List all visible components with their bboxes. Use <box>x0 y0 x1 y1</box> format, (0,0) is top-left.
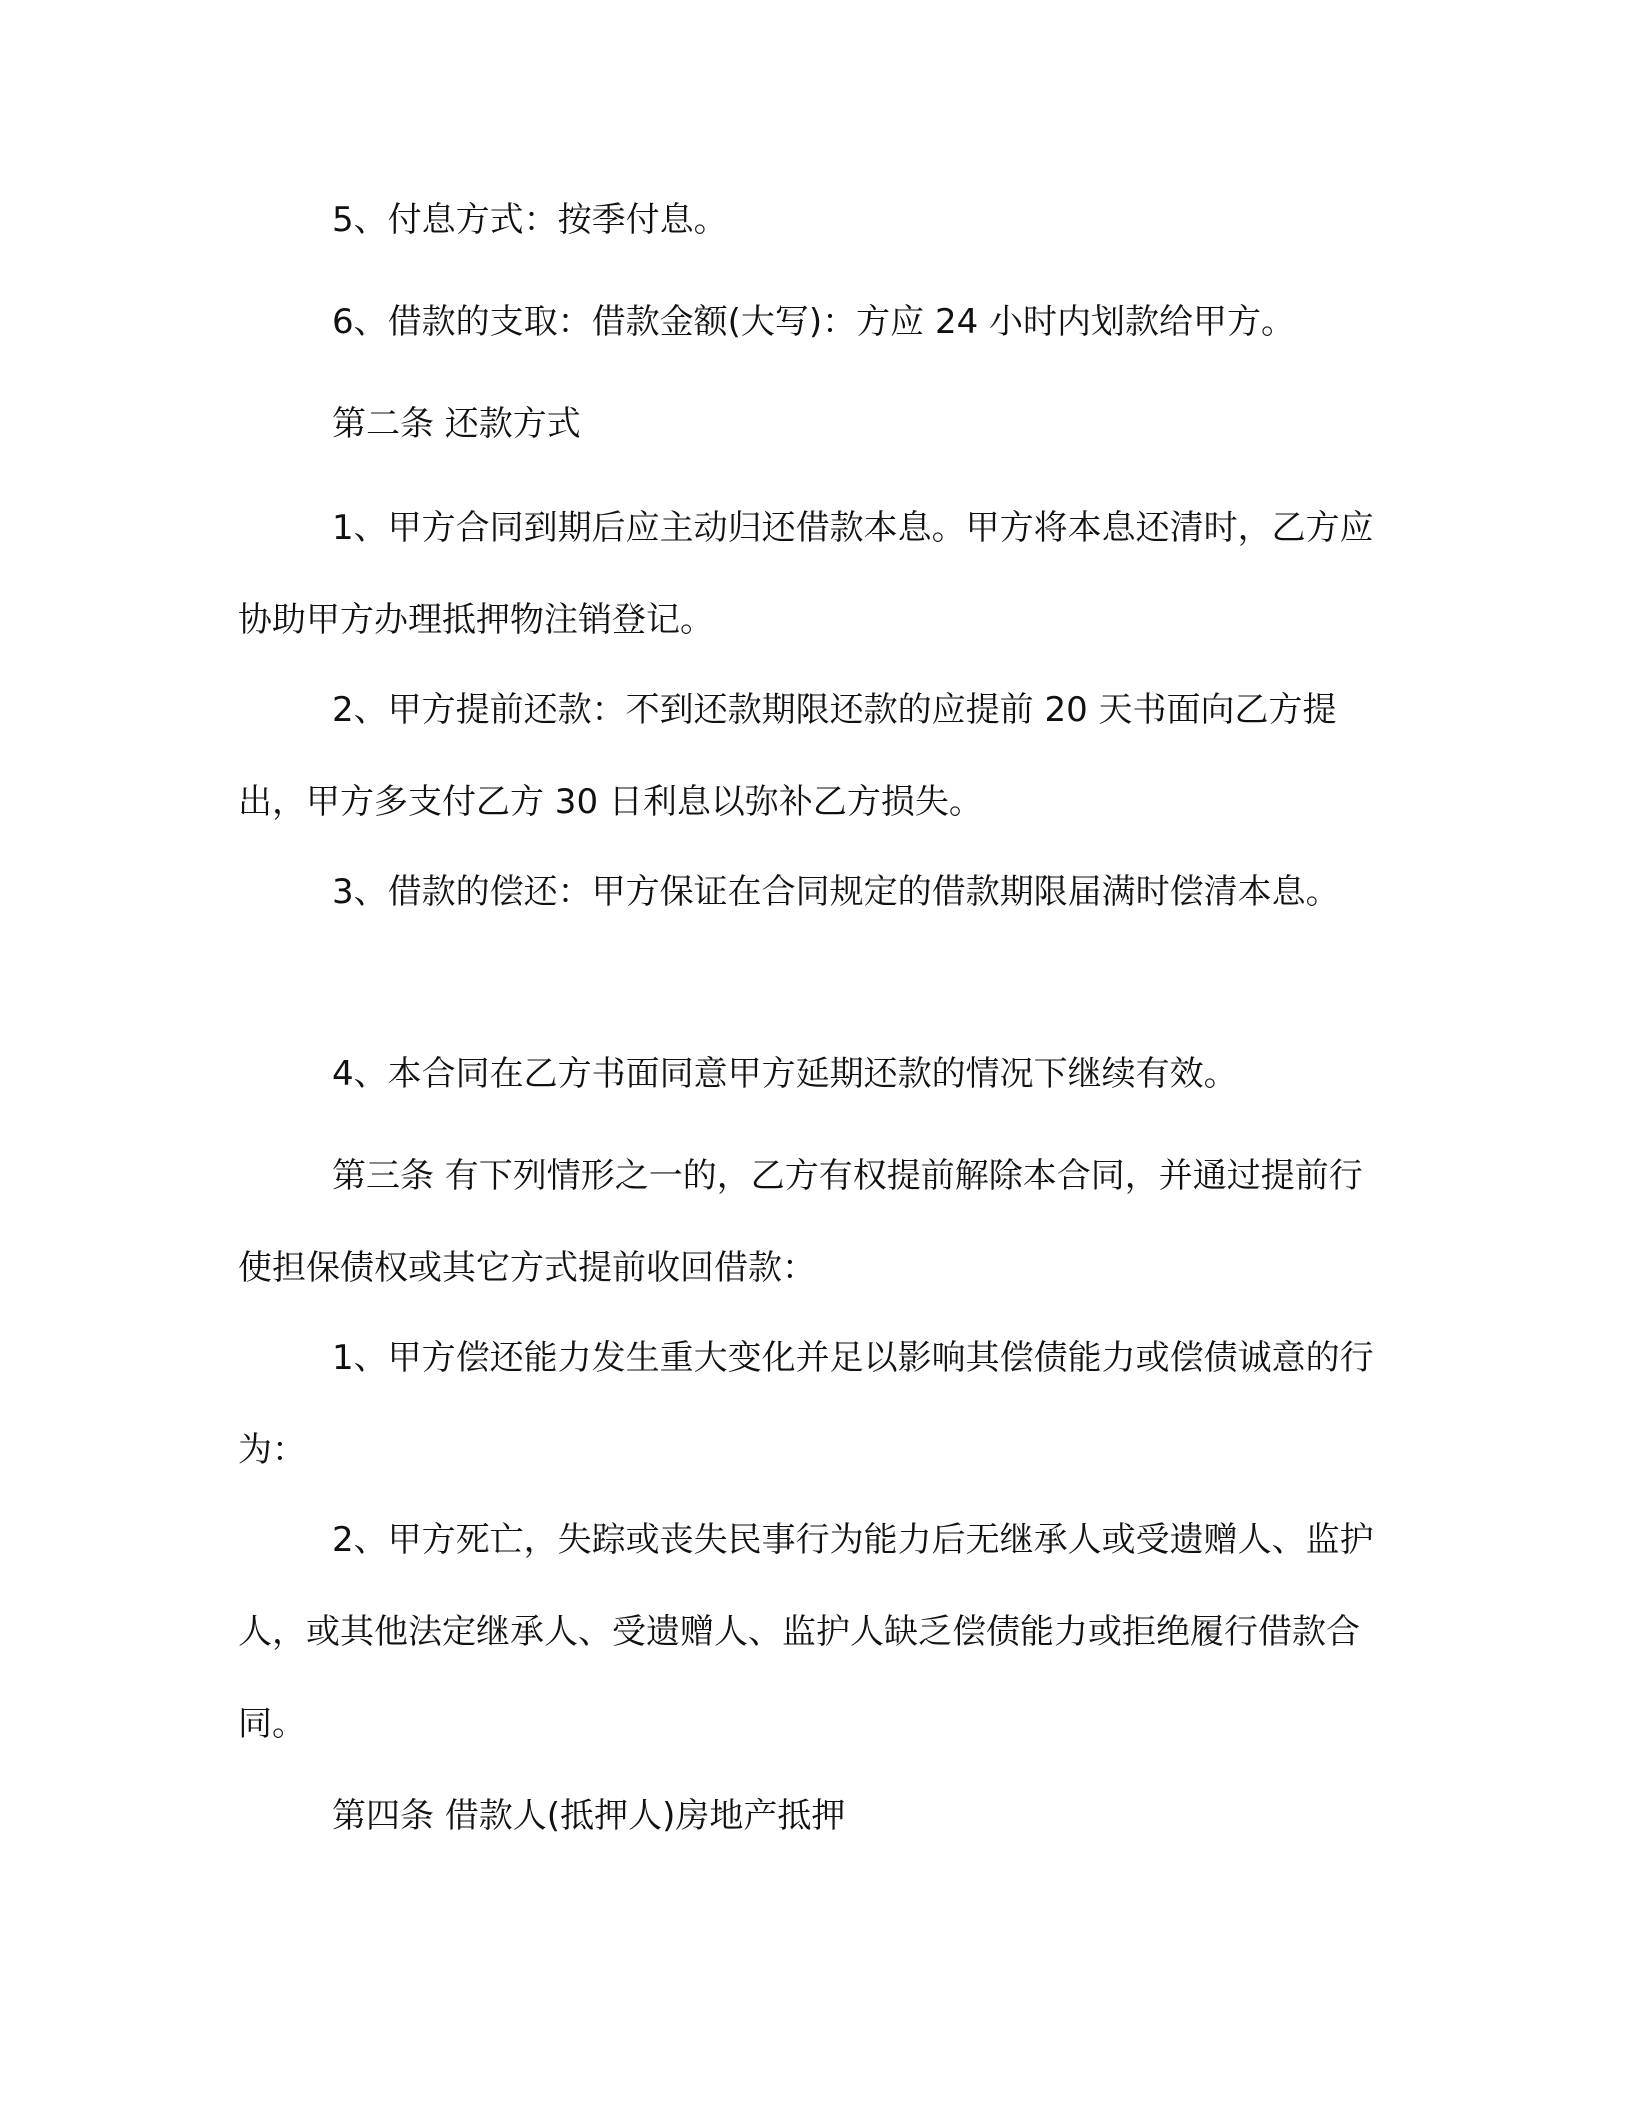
paragraph-repayment-ability-change: 1、甲方偿还能力发生重大变化并足以影响其偿债能力或偿债诚意的行为： <box>238 1338 1374 1470</box>
heading-article-two: 第二条 还款方式 <box>332 404 581 444</box>
paragraph-loan-repayment: 3、借款的偿还：甲方保证在合同规定的借款期限届满时偿清本息。 <box>332 872 1340 912</box>
paragraph-extension-validity: 4、本合同在乙方书面同意甲方延期还款的情况下继续有效。 <box>332 1054 1238 1094</box>
heading-article-four: 第四条 借款人(抵押人)房地产抵押 <box>332 1796 846 1836</box>
paragraph-early-repayment: 2、甲方提前还款：不到还款期限还款的应提前 20 天书面向乙方提出，甲方多支付乙方 30 日利息以弥补乙方损失。 <box>238 690 1337 822</box>
heading-article-three: 第三条 有下列情形之一的，乙方有权提前解除本合同，并通过提前行使担保债权或其它方式提前收回借款： <box>238 1156 1363 1288</box>
paragraph-borrower-death: 2、甲方死亡，失踪或丧失民事行为能力后无继承人或受遗赠人、监护人，或其他法定继承人、受遗赠人、监护人缺乏偿债能力或拒绝履行借款合同。 <box>238 1520 1374 1744</box>
paragraph-loan-withdrawal: 6、借款的支取：借款金额(大写)：方应 24 小时内划款给甲方。 <box>332 302 1296 342</box>
paragraph-interest-payment: 5、付息方式：按季付息。 <box>332 200 728 240</box>
paragraph-repay-on-maturity: 1、甲方合同到期后应主动归还借款本息。甲方将本息还清时，乙方应协助甲方办理抵押物注销登记。 <box>238 508 1374 640</box>
